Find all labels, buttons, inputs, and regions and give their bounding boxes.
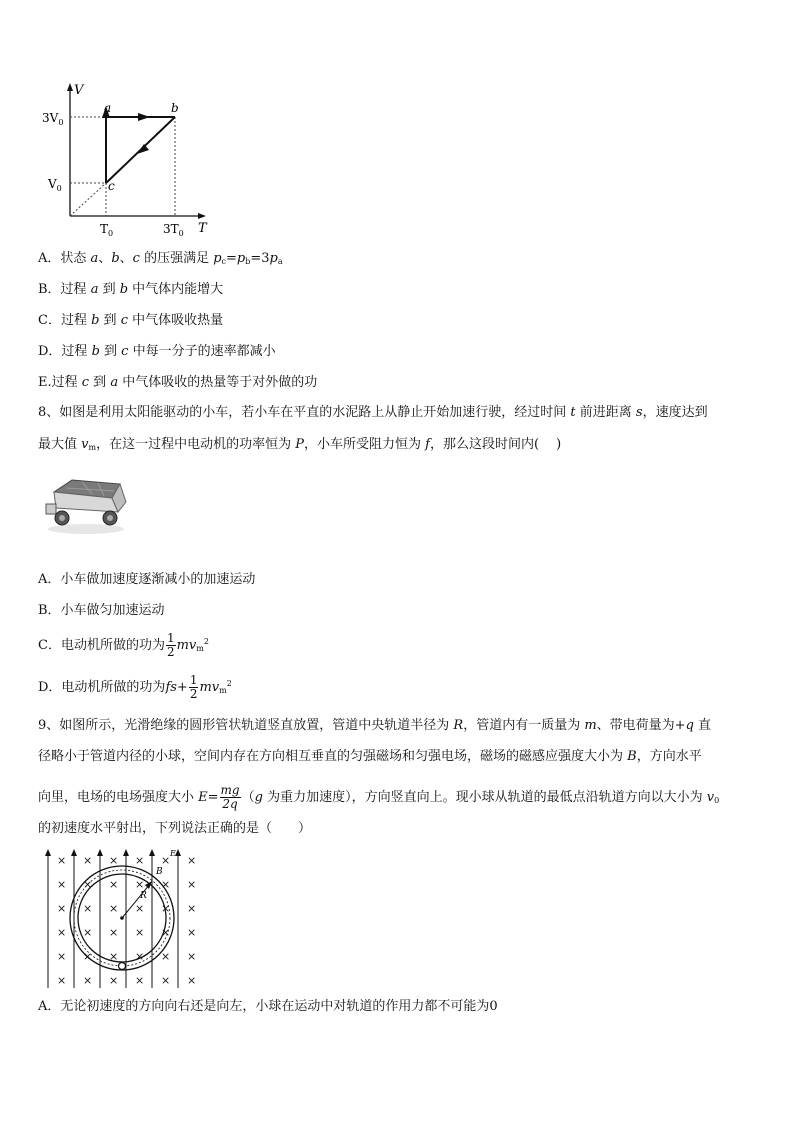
magnetic-cross: ×: [109, 950, 119, 963]
magnetic-cross: ×: [161, 902, 171, 915]
vt-diagram: [40, 80, 220, 240]
magnetic-cross: ×: [57, 926, 67, 939]
magnetic-cross: ×: [161, 950, 171, 963]
arrow-ab: [138, 113, 150, 121]
q7-option-c: C．过程 b 到 c 中气体吸收热量: [38, 313, 224, 328]
field-arrow: [97, 849, 103, 856]
q7-option-e: E.过程 c 到 a 中气体吸收的热量等于对外做的功: [38, 375, 318, 390]
magnetic-cross: ×: [83, 854, 93, 867]
magnetic-cross: ×: [83, 878, 93, 891]
t-axis-arrow: [198, 213, 206, 219]
magnetic-cross: ×: [109, 926, 119, 939]
magnetic-cross: ×: [187, 974, 197, 987]
magnetic-cross: ×: [187, 950, 197, 963]
field-arrow: [71, 849, 77, 856]
fraction-half: $\frac{1}{2}$: [189, 673, 198, 701]
q9-stem-line1: 9、如图所示，光滑绝缘的圆形管状轨道竖直放置，管道中央轨道半径为 R，管道内有一质量为 m、带电荷量为+q 直: [38, 718, 712, 733]
q8-stem-line1: 8、如图是利用太阳能驱动的小车，若小车在平直的水泥路上从静止开始加速行驶，经过时间 t 前进距离 s，速度达到: [38, 405, 708, 420]
magnetic-cross: ×: [161, 854, 171, 867]
magnetic-cross: ×: [161, 878, 171, 891]
ball: [119, 963, 126, 970]
label-a: a: [104, 101, 112, 115]
magnetic-cross: ×: [135, 878, 145, 891]
field-arrow: [45, 849, 51, 856]
guide-origin: [70, 183, 106, 216]
magnetic-cross: ×: [57, 950, 67, 963]
magnetic-cross: ×: [135, 902, 145, 915]
arrow-bc: [137, 144, 149, 154]
q9-stem-line4: 的初速度水平射出，下列说法正确的是（ ）: [38, 821, 312, 836]
magnetic-cross: ×: [187, 878, 197, 891]
magnetic-cross: ×: [57, 854, 67, 867]
q9-stem-line3: 向里，电场的电场强度大小 E= $\frac{mg}{2q}$ （g 为重力加速度），方向竖直向上。现小球从轨道的最低点沿轨道方向以大小为 $v_0$: [38, 783, 720, 811]
magnetic-cross: ×: [109, 878, 119, 891]
magnetic-cross: ×: [109, 974, 119, 987]
magnetic-cross: ×: [161, 974, 171, 987]
fraction-half: $\frac{1}{2}$: [166, 631, 175, 659]
magnetic-cross: ×: [83, 926, 93, 939]
tick-3t0: $3T_0$: [163, 222, 184, 238]
label-r: R: [140, 891, 147, 901]
field-arrow: [175, 849, 181, 856]
field-diagram: [38, 846, 198, 992]
magnetic-cross: ×: [135, 950, 145, 963]
magnetic-cross: ×: [57, 902, 67, 915]
q7-option-b: B．过程 a 到 b 中气体内能增大: [38, 282, 224, 297]
magnetic-cross: ×: [83, 974, 93, 987]
field-arrow: [123, 849, 129, 856]
magnetic-cross: ×: [83, 950, 93, 963]
q8-option-a: A．小车做加速度逐渐减小的加速运动: [38, 572, 256, 587]
label-v: V: [74, 83, 84, 98]
tick-t0: $T_0$: [100, 222, 114, 238]
magnetic-cross: ×: [57, 878, 67, 891]
magnetic-cross: ×: [135, 974, 145, 987]
tick-3v0: $3V_0$: [42, 111, 64, 127]
magnetic-cross: ×: [109, 854, 119, 867]
magnetic-cross: ×: [57, 974, 67, 987]
fraction-mg-2q: $\frac{mg}{2q}$: [220, 783, 240, 811]
q8-option-d: D．电动机所做的功为fs+ $\frac{1}{2}$ $mv_m^2$: [38, 673, 232, 701]
magnetic-cross: ×: [109, 902, 119, 915]
magnetic-cross: ×: [187, 926, 197, 939]
magnetic-cross: ×: [161, 926, 171, 939]
q7-option-a: A．状态 a、b、c 的压强满足 $p_c=p_b=3p_a$: [38, 251, 283, 266]
magnetic-cross: ×: [135, 854, 145, 867]
magnetic-cross: ×: [187, 854, 197, 867]
q8-option-b: B．小车做匀加速运动: [38, 603, 165, 618]
q9-stem-line2: 径略小于管道内径的小球，空间内存在方向相互垂直的匀强磁场和匀强电场，磁场的磁感应强度大小为 B，方向水平: [38, 749, 702, 764]
label-b: b: [171, 101, 179, 115]
magnetic-cross: ×: [187, 902, 197, 915]
label-b-field: B: [156, 867, 163, 877]
label-e-field: E: [170, 849, 176, 858]
magnetic-cross: ×: [135, 926, 145, 939]
q7-option-d: D．过程 b 到 c 中每一分子的速率都减小: [38, 344, 276, 359]
q8-stem-line2: 最大值 $v_m$，在这一过程中电动机的功率恒为 P，小车所受阻力恒为 f，那么这段时间内( ): [38, 437, 562, 452]
center-dot: [120, 916, 124, 920]
solar-car-image: [42, 474, 130, 536]
field-arrow: [149, 849, 155, 856]
label-t: T: [198, 221, 207, 236]
q8-option-c: C．电动机所做的功为 $\frac{1}{2}$ $mv_m^2$: [38, 631, 209, 659]
label-c: c: [108, 179, 115, 193]
tick-v0: $V_0$: [48, 177, 62, 193]
q9-option-a: A．无论初速度的方向向右还是向左，小球在运动中对轨道的作用力都不可能为0: [38, 999, 498, 1014]
magnetic-cross: ×: [83, 902, 93, 915]
v-axis-arrow: [67, 83, 73, 91]
